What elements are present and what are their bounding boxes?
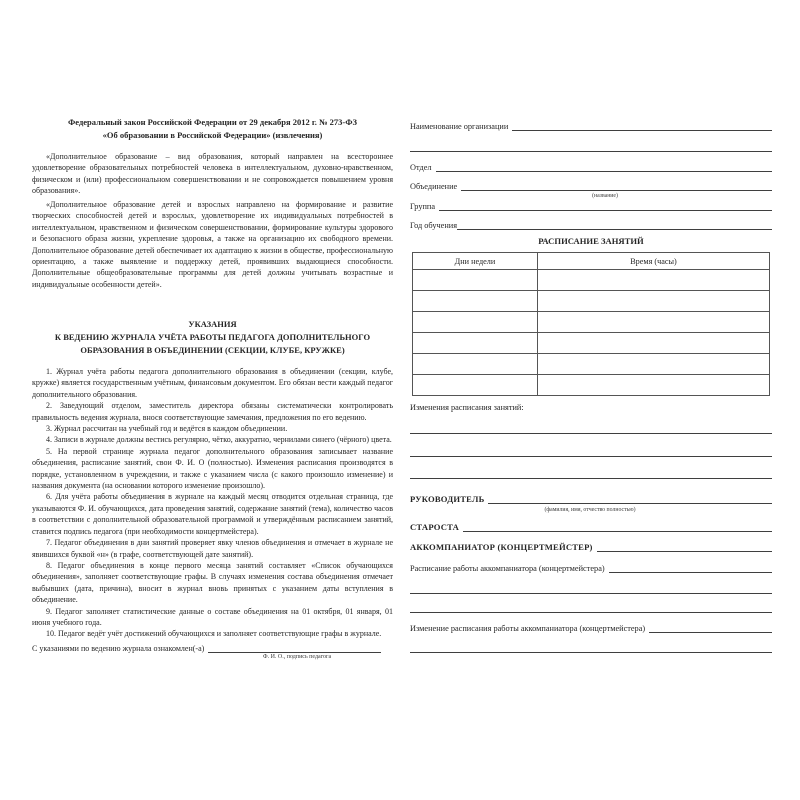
- accompanist-field: [410, 540, 772, 552]
- instruction-item-4: 4. Записи в журнале должны вестись регулярно, чётко, аккуратно, чернилами синего (чёрного) цвета.: [46, 435, 392, 445]
- instruction-item-5: 5. На первой странице журнала педагог дополнительного образования записывает название объединения, расписание занятий, свои Ф. И. О (полностью). Изменения расписания производятся в порядке, установленном в учреждении, и также с указанием числа (с какого произошло изменение) и названия документа (на основании которого изменение произошло).: [32, 446, 393, 491]
- schedule-cell: [537, 291, 769, 312]
- schedule-cell: [413, 375, 538, 396]
- organization-blank-line-2: [410, 151, 772, 152]
- leader-field: [410, 492, 772, 504]
- schedule-empty-row: [413, 312, 770, 333]
- group-blank-line: [439, 199, 772, 211]
- accompanist-label: АККОМПАНИАТОР (КОНЦЕРТМЕЙСТЕР): [410, 542, 593, 552]
- law-excerpt-paragraph-2: «Дополнительное образование детей и взрослых направлено на формирование и развитие творческих способностей детей и взрослых, удовлетворение их индивидуальных потребностей в интеллектуальном, нравственном и физическом совершенствовании, формирование культуры здорового и безопасного образа жизни, укрепление здоровья, а также на организацию их свободного времени. Дополнительное образование детей обеспечивает их адаптацию к жизни в обществе, профессиональную ориентацию, а также выявление и поддержку детей, проявивших выдающиеся способности. Дополнительные общеобразовательные программы для детей должны учитывать возрастные и индивидуальные особенности детей».: [32, 200, 393, 289]
- instruction-item-1: 1. Журнал учёта работы педагога дополнительного образования в объединении (секции, клубе, кружке) является государственным учётным, финансовым документом. Его обязан вести каждый педагог дополнительного образования.: [32, 367, 393, 399]
- instruction-item-3: 3. Журнал рассчитан на учебный год и ведётся в каждом объединении.: [46, 424, 288, 434]
- schedule-cell: [537, 354, 769, 375]
- schedule-empty-row: [413, 333, 770, 354]
- schedule-cell: [537, 270, 769, 291]
- schedule-cell: [413, 270, 538, 291]
- leader-blank-line: [488, 492, 772, 504]
- schedule-cell: [537, 375, 769, 396]
- leader-caption: (фамилия, имя, отчество полностью): [544, 507, 636, 513]
- study-year-label: Год обучения: [410, 221, 458, 230]
- law-title: [32, 116, 393, 142]
- accompanist-schedule-blank-line-3: [410, 612, 772, 613]
- acknowledgement-label: С указаниями по ведению журнала ознакомлен(-а): [32, 644, 205, 653]
- organization-field: [410, 119, 772, 131]
- department-blank-line: [436, 160, 772, 172]
- accompanist-change-blank-line: [649, 621, 772, 633]
- accompanist-schedule-blank-line-2: [410, 593, 772, 594]
- study-year-blank-line: [457, 218, 772, 230]
- instruction-item-8: 8. Педагог объединения в конце первого месяца занятий составляет «Список обучающихся объединения», заполняет соответствующие графы. В случаях изменения состава объединения отмечает выбывших (дата, причина), вносит в журнал вновь принятых с указанием даты вступления в объединение.: [32, 560, 393, 605]
- instruction-item-6: 6. Для учёта работы объединения в журнале на каждый месяц отводится отдельная страница, где указываются Ф. И. обучающихся, дата проведения занятий, содержание занятий (тема), количество часов в соответствии с дополнительной образовательной программой и утверждённым расписанием занятий, ставится подпись педагога (при необходимости концертмейстера).: [32, 492, 393, 536]
- starosta-field: [410, 520, 772, 532]
- starosta-blank-line: [463, 520, 772, 532]
- accompanist-schedule-blank-line: [609, 561, 772, 573]
- accompanist-change-field: [410, 621, 772, 633]
- schedule-cell: [413, 291, 538, 312]
- instructions-title-line2: К ВЕДЕНИЮ ЖУРНАЛА УЧЁТА РАБОТЫ ПЕДАГОГА ДОПОЛНИТЕЛЬНОГО: [54, 331, 371, 342]
- schedule-cell: [537, 333, 769, 354]
- law-title-line2: «Об образовании в Российской Федерации» (извлечения): [102, 130, 323, 140]
- schedule-changes-label: Изменения расписания занятий:: [410, 403, 524, 412]
- law-title-line1: Федеральный закон Российской Федерации от 29 декабря 2012 г. № 273-ФЗ: [67, 117, 358, 127]
- instruction-item-2: 2. Заведующий отделом, заместитель директора обязаны систематически контролировать правильность ведения журнала, внося соответствующие замечания, предложения по его ведению.: [32, 401, 393, 422]
- accompanist-schedule-field: [410, 561, 772, 573]
- department-field: [410, 160, 772, 172]
- schedule-title: РАСПИСАНИЕ ЗАНЯТИЙ: [538, 236, 644, 246]
- acknowledgement-caption: Ф. И. О., подпись педагога: [262, 654, 332, 660]
- schedule-col-days: Дни недели: [413, 253, 538, 270]
- accompanist-blank-line: [597, 540, 772, 552]
- accompanist-schedule-label: Расписание работы аккомпаниатора (концертмейстера): [410, 564, 605, 573]
- schedule-cell: [413, 354, 538, 375]
- schedule-cell: [413, 312, 538, 333]
- starosta-label: СТАРОСТА: [410, 522, 460, 532]
- group-field: [410, 199, 772, 211]
- schedule-cell: [537, 312, 769, 333]
- schedule-empty-row: [413, 270, 770, 291]
- department-label: Отдел: [410, 163, 432, 172]
- instructions-title: [32, 318, 393, 356]
- accompanist-change-label: Изменение расписания работы аккомпаниатора (концертмейстера): [410, 624, 646, 633]
- left-page: [32, 0, 393, 800]
- organization-blank-line: [512, 119, 772, 131]
- association-blank-line: [461, 179, 772, 191]
- instructions-list: [32, 366, 393, 640]
- instruction-item-7: 7. Педагог объединения в дни занятий проверяет явку членов объединения и отмечает в журнале не явившихся буквой «н» (в графе, соответствующей дате занятий).: [32, 538, 393, 559]
- association-caption: (название): [592, 193, 618, 199]
- law-excerpt-paragraph-1: «Дополнительное образование – вид образования, который направлен на всестороннее удовлетворение образовательных потребностей человека в интеллектуальном, духовно-нравственном, физическом и (или) профессиональном совершенствовании и не сопровождается повышением уровня образования».: [32, 152, 393, 196]
- schedule-header-row: [413, 253, 770, 270]
- instructions-title-line1: УКАЗАНИЯ: [188, 319, 237, 329]
- schedule-changes-blank-line-2: [410, 456, 772, 457]
- leader-label: РУКОВОДИТЕЛЬ: [410, 494, 485, 504]
- schedule-cell: [413, 333, 538, 354]
- accompanist-change-blank-line-2: [410, 652, 772, 653]
- schedule-empty-row: [413, 375, 770, 396]
- schedule-table: [412, 252, 770, 396]
- association-field: [410, 179, 772, 191]
- schedule-empty-row: [413, 291, 770, 312]
- schedule-col-time: Время (часы): [537, 253, 769, 270]
- association-label: Объединение: [410, 182, 458, 191]
- schedule-changes-blank-line-1: [410, 433, 772, 434]
- group-label: Группа: [410, 202, 436, 211]
- right-page: [410, 0, 772, 800]
- schedule-changes-blank-line-3: [410, 478, 772, 479]
- instruction-item-9: 9. Педагог заполняет статистические данные о составе объединения на 01 октября, 01 января, 01 июня учебного года.: [32, 606, 393, 627]
- acknowledgement-row: [32, 641, 381, 653]
- instruction-item-10: 10. Педагог ведёт учёт достижений обучающихся и заполняет соответствующие графы в журнале.: [46, 629, 382, 639]
- study-year-field: [410, 218, 772, 230]
- schedule-empty-row: [413, 354, 770, 375]
- organization-label: Наименование организации: [410, 122, 509, 131]
- instructions-title-line3: ОБРАЗОВАНИЯ В ОБЪЕДИНЕНИИ (СЕКЦИИ, КЛУБЕ, КРУЖКЕ): [80, 344, 345, 355]
- acknowledgement-signature-line: [208, 641, 381, 653]
